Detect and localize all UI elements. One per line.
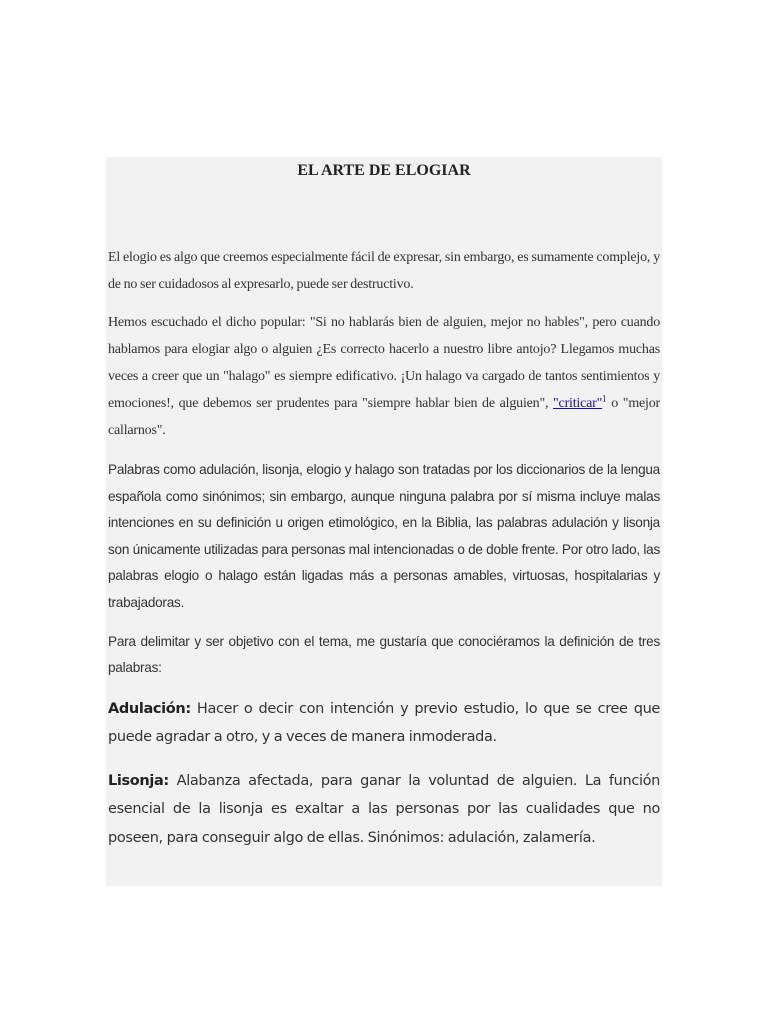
paragraph-intro: El elogio es algo que creemos especialmente fácil de expresar, sin embargo, es sumamente complejo, y de no ser cuidadosos al expresarlo, puede ser destructivo.: [108, 250, 660, 292]
paragraph-synonyms: Palabras como adulación, lisonja, elogio y halago son tratadas por los diccionarios de la lengua española como sinónimos; sin embargo, aunque ninguna palabra por sí misma incluye malas intenciones en su definición u origen etimológico, en la Biblia, las palabras adulación y lisonja son únicamente utilizadas para personas mal intencionadas o de doble frente. Por otro lado, las palabras elogio o halago están ligadas más a personas amables, virtuosas, hospitalarias y trabajadoras.: [108, 462, 660, 610]
definition-term: Adulación:: [108, 700, 191, 717]
paragraph-popular-saying: [108, 309, 660, 444]
paragraph-popular-saying-text: Hemos escuchado el dicho popular: "Si no hablarás bien de alguien, mejor no hables", pero cuando hablamos para elogiar algo o alguien ¿Es correcto hacerlo a nuestro libre antojo? Llegamos muchas veces a creer que un "halago" es siempre edificativo. ¡Un halago va cargado de tantos sentimientos y emociones!, que debemos ser prudentes para "siempre hablar bien de alguien",: [108, 315, 660, 411]
paragraph-popular-saying-end: o "mejor callarnos".: [108, 396, 660, 438]
definition-term: Lisonja:: [108, 772, 169, 789]
document-page: [106, 157, 662, 886]
document-title: EL ARTE DE ELOGIAR: [297, 162, 471, 179]
criticar-link[interactable]: "criticar": [553, 396, 603, 411]
definition-adulacion: [108, 695, 660, 752]
definition-text: Alabanza afectada, para ganar la voluntad de alguien. La función esencial de la lisonja es exaltar a las personas por las cualidades que no poseen, para conseguir algo de ellas. Sinónimos: adulación, zalamería.: [108, 772, 660, 846]
paragraph-delimit: Para delimitar y ser objetivo con el tema, me gustaría que conociéramos la definición de tres palabras:: [108, 633, 660, 676]
definition-lisonja: [108, 767, 660, 853]
footnote-ref[interactable]: 1: [602, 393, 607, 404]
definition-text: Hacer o decir con intención y previo estudio, lo que se cree que puede agradar a otro, y a veces de manera inmoderada.: [108, 700, 660, 746]
